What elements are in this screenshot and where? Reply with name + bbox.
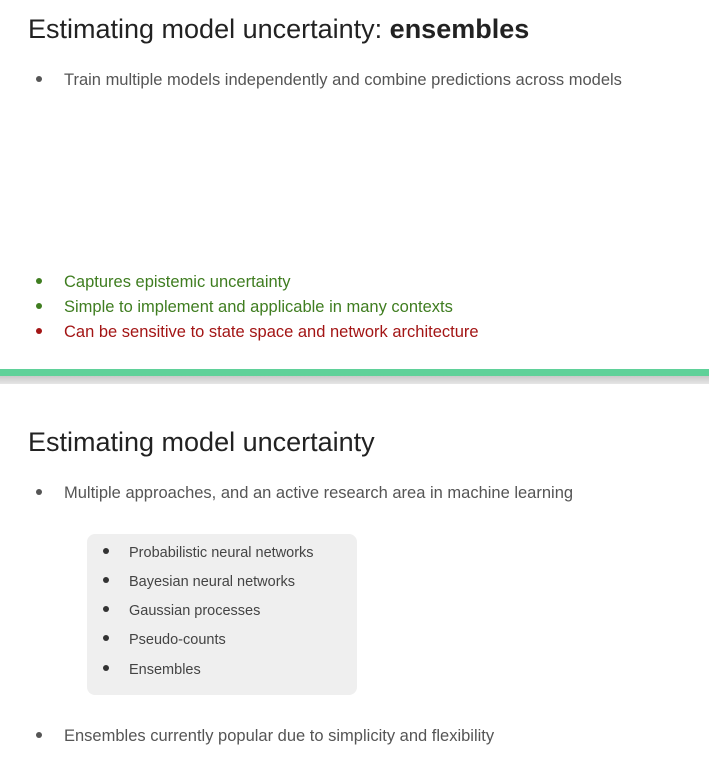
approach-item-text: Bayesian neural networks: [129, 574, 296, 590]
bullet-dot-icon: [36, 726, 64, 746]
slide-title-bold: ensembles: [389, 14, 530, 44]
approach-item: [103, 631, 226, 649]
slide-title: [28, 14, 529, 45]
approach-item: [103, 573, 295, 591]
intro-bullet-text: Train multiple models independently and combine predictions across models: [64, 71, 622, 89]
approach-item: [103, 544, 314, 562]
bullet-dot-icon: [36, 70, 64, 90]
slide-ensembles: [0, 0, 709, 369]
approach-item-text: Gaussian processes: [129, 603, 261, 619]
bullet-dot-icon: [36, 272, 64, 292]
bullet-dot-icon: [103, 544, 129, 562]
slide-model-uncertainty: [0, 384, 709, 765]
approach-item-text: Probabilistic neural networks: [129, 545, 314, 561]
bullet-dot-icon: [103, 573, 129, 591]
bullet-dot-icon: [103, 631, 129, 649]
slide-title: Estimating model uncertainty: [28, 427, 375, 457]
slide-divider-shadow: [0, 376, 709, 384]
bullet-dot-icon: [36, 297, 64, 317]
slide-divider: [0, 369, 709, 376]
pro-bullet-text: Simple to implement and applicable in many contexts: [64, 298, 453, 316]
approach-item: [103, 602, 260, 620]
con-bullet-text: Can be sensitive to state space and network architecture: [64, 323, 479, 341]
intro-bullet: [36, 70, 622, 90]
slide-title-regular: Estimating model uncertainty:: [28, 14, 390, 44]
approaches-box: [87, 534, 357, 695]
pro-bullet: [36, 297, 453, 317]
pro-bullet: [36, 272, 291, 292]
bullet-dot-icon: [103, 602, 129, 620]
bullet-dot-icon: [36, 483, 64, 503]
bullet-dot-icon: [36, 322, 64, 342]
intro-bullet: [36, 483, 573, 503]
approach-item-text: Pseudo-counts: [129, 632, 226, 648]
approach-item: [103, 661, 201, 679]
approach-item-text: Ensembles: [129, 662, 201, 678]
closing-bullet: [36, 726, 494, 746]
pro-bullet-text: Captures epistemic uncertainty: [64, 273, 291, 291]
bullet-dot-icon: [103, 661, 129, 679]
intro-bullet-text: Multiple approaches, and an active research area in machine learning: [64, 484, 574, 502]
con-bullet: [36, 322, 479, 342]
closing-bullet-text: Ensembles currently popular due to simplicity and flexibility: [64, 727, 495, 745]
